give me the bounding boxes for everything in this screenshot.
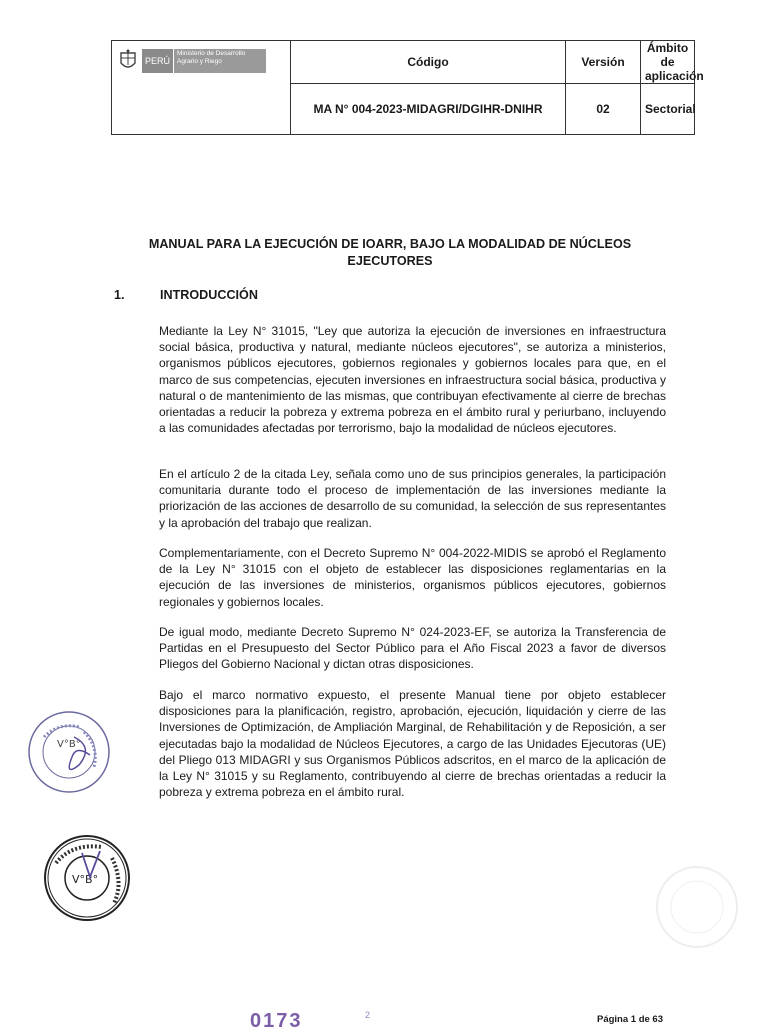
faint-stamp	[652, 862, 742, 952]
folio-number: 0173	[250, 1010, 303, 1032]
title-line-2: EJECUTORES	[347, 254, 433, 268]
header-table	[111, 40, 704, 135]
ministry-logo	[118, 47, 284, 75]
ambito-header	[641, 41, 704, 84]
codigo-header: Código	[291, 41, 566, 84]
page-number: Página 1 de 63	[597, 1014, 664, 1025]
coat-of-arms-icon	[118, 49, 138, 73]
section-number: 1.	[114, 288, 125, 302]
paragraph-1: Mediante la Ley N° 31015, "Ley que autoriza la ejecución de inversiones en infraestructura social básica, productiva y natural, mediante núcleos ejecutores", se autoriza a ministerios, organismos públicos ejecutores, gobiernos regionales y gobiernos locales para que, en el marco de sus competencias, ejecuten inversiones en infraestructura social básica, productiva y natural o de mantenimiento de las mismas, que contribuyan efectivamente al cierre de brechas orientadas a reducir la pobreza y extrema pobreza en el ámbito rural y periurbano, incluyendo a las comunidades afectadas por terrorismo, bajo la modalidad de núcleos ejecutores.	[159, 324, 666, 436]
title-line-1: MANUAL PARA LA EJECUCIÓN DE IOARR, BAJO LA MODALIDAD DE NÚCLEOS	[148, 237, 632, 251]
section-title: INTRODUCCIÓN	[160, 288, 258, 302]
version-header: Versión	[566, 41, 641, 84]
ambito-header-line2: aplicación	[645, 69, 704, 83]
version-value: 02	[566, 84, 641, 135]
stamp-2-label: V°B°	[72, 873, 99, 886]
paragraph-4: De igual modo, mediante Decreto Supremo N° 024-2023-EF, se autoriza la Transferencia de Partidas en el Presupuesto del Sector Público para el Año Fiscal 2023 a favor de diversos Pliegos del Gobierno Nacional y dictan otras disposiciones.	[159, 625, 666, 672]
logo-cell	[112, 41, 291, 135]
paragraph-5: Bajo el marco normativo expuesto, el presente Manual tiene por objeto establecer disposiciones para la planificación, registro, aprobación, ejecución, liquidación y cierre de las Inversiones de Optimización, de Ampliación Marginal, de Rehabilitación y de Reposición, a ser ejecutadas bajo la modalidad de Núcleos Ejecutores, a cargo de las Unidades Ejecutoras (UE) del Pliego 013 MIDAGRI y sus Organismos Públicos adscritos, en el marco de la aplicación de la Ley N° 31015 y su Reglamento, contribuyendo al cierre de brechas orientadas a reducir la pobreza y extrema pobreza en el ámbito rural.	[159, 688, 666, 800]
ministry-label: Ministerio de Desarrollo Agrario y Riego	[174, 49, 266, 73]
codigo-value: MA N° 004-2023-MIDAGRI/DGIHR-DNIHR	[291, 84, 566, 135]
stamp-1-label: V°B°	[57, 739, 81, 750]
peru-label: PERÚ	[142, 49, 174, 73]
document-title	[110, 236, 670, 270]
folio-mark: 2	[365, 1010, 371, 1020]
ambito-value: Sectorial	[641, 84, 695, 135]
approval-stamp-1	[24, 707, 114, 797]
ambito-header-line1: Ámbito de	[646, 41, 689, 69]
paragraph-3: Complementariamente, con el Decreto Supremo N° 004-2022-MIDIS se aprobó el Reglamento de la Ley N° 31015 con el objeto de establecer las disposiciones reglamentarias en la ejecución de las inversiones de ministerios, organismos públicos ejecutores, gobiernos regionales y gobiernos locales.	[159, 546, 666, 609]
paragraph-2: En el artículo 2 de la citada Ley, señala como uno de sus principios generales, la participación comunitaria durante todo el proceso de implementación de las inversiones mediante la priorización de las acciones de desarrollo de su comunidad, la selección de sus representantes y la aprobación del trabajo que realizan.	[159, 467, 666, 530]
approval-stamp-2	[42, 833, 132, 923]
